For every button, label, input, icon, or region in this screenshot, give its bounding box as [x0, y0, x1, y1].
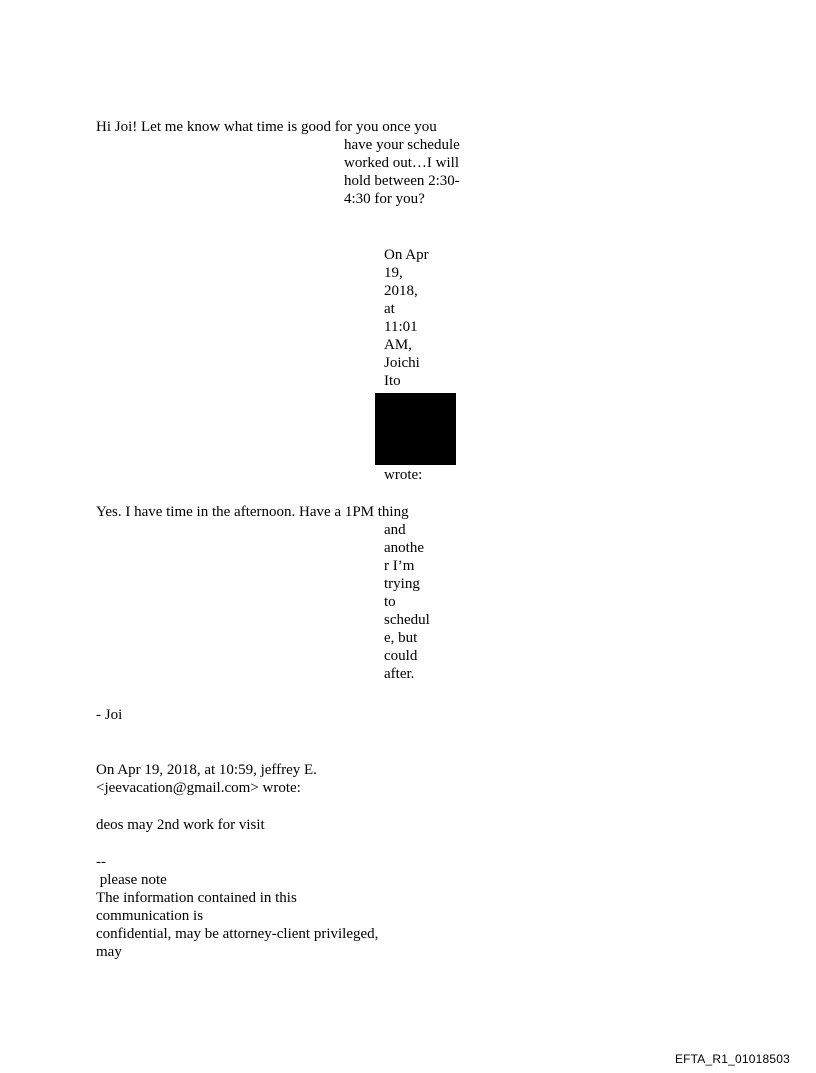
message-2-line: could: [384, 648, 418, 664]
message-2-first-line: Yes. I have time in the afternoon. Have a 1PM thing: [96, 504, 409, 520]
message-1-line: have your schedule: [344, 137, 460, 153]
redaction-box: [375, 393, 456, 465]
footer-dashes: --: [96, 854, 106, 870]
message-1-line: hold between 2:30-: [344, 173, 460, 189]
footer-line: may: [96, 944, 122, 960]
footer-line: please note: [96, 872, 167, 888]
message-2-line: and: [384, 522, 406, 538]
footer-line: communication is: [96, 908, 204, 924]
message-1-line: worked out…I will: [344, 155, 459, 171]
quote-header-line: On Apr: [384, 247, 429, 263]
footer-line: The information contained in this: [96, 890, 297, 906]
quote-wrote: wrote:: [384, 467, 423, 483]
bates-number: EFTA_R1_01018503: [674, 1052, 790, 1066]
footer-line: confidential, may be attorney-client privileged,: [96, 926, 379, 942]
message-1-line: 4:30 for you?: [344, 191, 425, 207]
quote-header-2-line-1: On Apr 19, 2018, at 10:59, jeffrey E.: [96, 762, 317, 778]
message-2-line: anothe: [384, 540, 424, 556]
quote-header-line: 2018,: [384, 283, 418, 299]
quote-header-line: AM,: [384, 337, 412, 353]
message-2-line: r I’m: [384, 558, 415, 574]
message-3: deos may 2nd work for visit: [96, 817, 265, 833]
quote-header-line: 19,: [384, 265, 403, 281]
quote-header-line: Ito: [384, 373, 401, 389]
message-2-line: schedul: [384, 612, 430, 628]
message-2-line: to: [384, 594, 396, 610]
message-1-first-line: Hi Joi! Let me know what time is good for you once you: [96, 119, 437, 135]
message-2-line: trying: [384, 576, 420, 592]
signature: - Joi: [96, 707, 123, 723]
quote-header-line: Joichi: [384, 355, 420, 371]
quote-header-line: at: [384, 301, 395, 317]
message-2-line: after.: [384, 666, 415, 682]
message-2-line: e, but: [384, 630, 418, 646]
quote-header-2-line-2: <jeevacation@gmail.com> wrote:: [96, 780, 301, 796]
quote-header-line: 11:01: [384, 319, 418, 335]
